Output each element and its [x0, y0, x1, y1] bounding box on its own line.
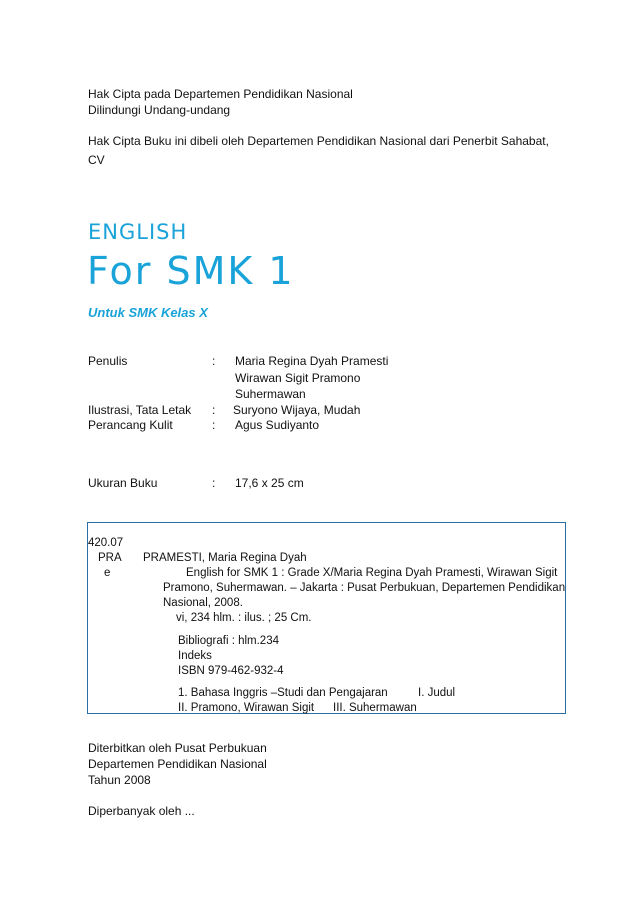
copyright-line-1: Hak Cipta pada Departemen Pendidikan Nasional: [88, 87, 353, 101]
publisher-year: Tahun 2008: [88, 773, 151, 787]
ilustrasi-label: Ilustrasi, Tata Letak: [88, 403, 192, 417]
cip-indeks: Indeks: [178, 650, 212, 662]
perancang-value: Agus Sudiyanto: [235, 418, 320, 432]
ukuran-value: 17,6 x 25 cm: [235, 476, 304, 490]
ukuran-label: Ukuran Buku: [88, 476, 158, 490]
cip-subject-2b: III. Suhermawan: [333, 702, 417, 714]
cip-line-2: Pramono, Suhermawan. – Jakarta : Pusat Perbukuan, Departemen Pendidikan: [163, 582, 566, 594]
cip-class-number: 420.07: [88, 537, 124, 549]
cip-subject-2: II. Pramono, Wirawan Sigit: [178, 702, 315, 714]
cip-class-pra: PRA: [98, 552, 122, 564]
cip-isbn: ISBN 979-462-932-4: [178, 665, 284, 677]
cip-line-1: English for SMK 1 : Grade X/Maria Regina Dyah Pramesti, Wirawan Sigit: [186, 567, 558, 579]
copyright-line-2: Dilindungi Undang-undang: [88, 103, 231, 117]
reproduced-by: Diperbanyak oleh ...: [88, 804, 195, 818]
cip-line-4: vi, 234 hlm. : ilus. ; 25 Cm.: [176, 612, 312, 624]
purchase-line-2: CV: [88, 153, 105, 167]
ilustrasi-value: Suryono Wijaya, Mudah: [233, 403, 361, 417]
cip-class-e: e: [104, 567, 111, 579]
title-main: For SMK 1: [87, 249, 295, 293]
penulis-2: Wirawan Sigit Pramono: [235, 371, 361, 385]
purchase-line-1: Hak Cipta Buku ini dibeli oleh Departemen Pendidikan Nasional dari Penerbit Sahabat,: [88, 134, 549, 148]
penulis-label: Penulis: [88, 354, 128, 368]
cip-subject-1: 1. Bahasa Inggris –Studi dan Pengajaran: [178, 687, 388, 699]
cip-author: PRAMESTI, Maria Regina Dyah: [143, 552, 307, 564]
publisher-line-1: Diterbitkan oleh Pusat Perbukuan: [88, 741, 267, 755]
subtitle: Untuk SMK Kelas X: [88, 305, 208, 320]
cip-bibliografi: Bibliografi : hlm.234: [178, 635, 279, 647]
title-english: ENGLISH: [88, 220, 188, 244]
penulis-1: Maria Regina Dyah Pramesti: [235, 354, 389, 368]
ukuran-colon: :: [212, 476, 216, 490]
penulis-3: Suhermawan: [235, 387, 306, 401]
cip-line-3: Nasional, 2008.: [163, 597, 243, 609]
perancang-colon: :: [212, 418, 216, 432]
penulis-colon: :: [212, 354, 216, 368]
publisher-line-2: Departemen Pendidikan Nasional: [88, 757, 267, 771]
perancang-label: Perancang Kulit: [88, 418, 173, 432]
ilustrasi-colon: :: [212, 403, 216, 417]
cip-subject-1b: I. Judul: [418, 687, 456, 699]
